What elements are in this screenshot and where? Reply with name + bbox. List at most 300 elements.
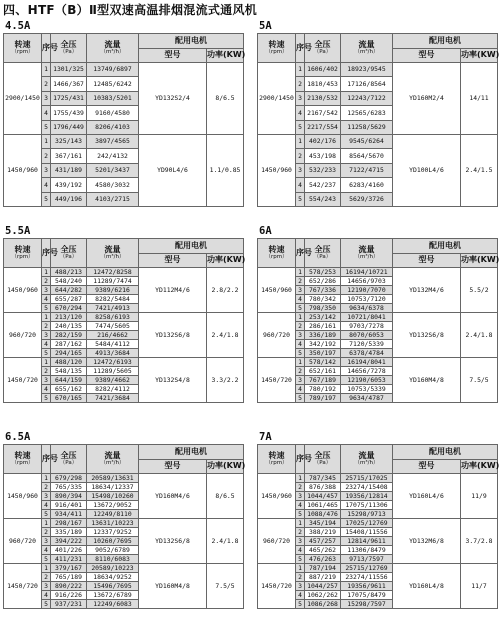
power-cell-wrap xyxy=(461,134,498,206)
row-number: 5 xyxy=(296,304,305,313)
header-no xyxy=(42,239,58,268)
header-flow-text: （m³/h） xyxy=(354,48,379,55)
header-no-text: 序号 xyxy=(42,248,58,257)
flow-cell: 5484/4112 xyxy=(87,340,139,349)
row-number: 4 xyxy=(42,178,51,192)
header-no-text: 序号 xyxy=(42,454,58,463)
pressure-cell: 1088/476 xyxy=(305,510,341,519)
row-number: 5 xyxy=(296,394,305,403)
header-model-text: 型号 xyxy=(164,50,181,60)
pressure-cell: 670/165 xyxy=(51,394,87,403)
power-cell: 3.7/2.8 xyxy=(465,536,493,545)
header-no xyxy=(296,239,312,268)
pressure-cell: 1725/431 xyxy=(51,91,87,105)
flow-cell: 12243/7122 xyxy=(341,91,393,105)
flow-cell: 19356/12814 xyxy=(341,492,393,501)
flow-cell: 8206/4103 xyxy=(87,120,139,134)
header-speed-text: 转速 xyxy=(14,450,31,460)
header-no xyxy=(296,34,312,63)
row-number: 4 xyxy=(42,385,51,394)
row-number: 2 xyxy=(42,277,51,286)
header-no xyxy=(42,34,58,63)
speed-cell-wrap xyxy=(258,63,296,135)
row-number: 3 xyxy=(296,163,305,177)
power-cell-wrap xyxy=(461,63,498,135)
header-power xyxy=(207,459,244,474)
row-number: 4 xyxy=(296,178,305,192)
speed-cell-wrap xyxy=(4,313,42,358)
header-power-text: 功率(KW) xyxy=(207,255,246,265)
speed-cell-wrap xyxy=(4,268,42,313)
row-number: 4 xyxy=(42,591,51,600)
pressure-cell: 2130/532 xyxy=(305,91,341,105)
power-cell-wrap xyxy=(461,564,498,609)
row-number: 5 xyxy=(296,120,305,134)
power-cell-wrap xyxy=(461,358,498,403)
section-6a xyxy=(257,225,498,403)
power-cell: 8/6.5 xyxy=(215,94,235,103)
pressure-cell: 431/189 xyxy=(51,163,87,177)
row-number: 1 xyxy=(42,134,51,148)
model-cell-wrap xyxy=(139,63,207,135)
flow-cell: 8110/6083 xyxy=(87,555,139,564)
header-speed-text: 转速 xyxy=(268,244,285,254)
row-number: 4 xyxy=(42,340,51,349)
pressure-cell: 488/213 xyxy=(51,268,87,277)
model-cell: YD132S6/8 xyxy=(155,330,190,339)
row-number: 4 xyxy=(296,591,305,600)
pressure-cell: 465/262 xyxy=(305,546,341,555)
header-motor-text: 配用电机 xyxy=(429,35,461,45)
model-cell-wrap xyxy=(393,474,461,519)
header-flow-text: 流量 xyxy=(358,244,375,254)
header-motor xyxy=(139,34,244,49)
section-title: 7A xyxy=(259,431,272,443)
speed-cell: 1450/720 xyxy=(261,581,292,590)
spec-table xyxy=(257,33,498,207)
flow-cell: 11289/7474 xyxy=(87,277,139,286)
row-number: 1 xyxy=(296,519,305,528)
row-number: 1 xyxy=(296,358,305,367)
pressure-cell: 411/231 xyxy=(51,555,87,564)
speed-cell-wrap xyxy=(258,474,296,519)
flow-cell: 15298/9713 xyxy=(341,510,393,519)
header-speed-text: 转速 xyxy=(268,450,285,460)
model-cell: YD132S6/8 xyxy=(409,330,444,339)
pressure-cell: 240/135 xyxy=(51,322,87,331)
pressure-cell: 439/192 xyxy=(51,178,87,192)
pressure-cell: 798/350 xyxy=(305,304,341,313)
table-row xyxy=(4,134,244,148)
pressure-cell: 670/294 xyxy=(51,304,87,313)
flow-cell: 17025/12769 xyxy=(341,519,393,528)
header-flow xyxy=(87,445,139,474)
power-cell: 11/7 xyxy=(471,581,487,590)
pressure-cell: 765/335 xyxy=(51,483,87,492)
section-title: 6A xyxy=(259,225,272,237)
model-cell-wrap xyxy=(139,313,207,358)
model-cell: YD160M4/8 xyxy=(409,375,444,384)
flow-cell: 20589/10223 xyxy=(87,564,139,573)
spec-table xyxy=(3,33,244,207)
pressure-cell: 1301/325 xyxy=(51,63,87,77)
pressure-cell: 916/401 xyxy=(51,501,87,510)
row-number: 3 xyxy=(296,331,305,340)
speed-cell-wrap xyxy=(4,564,42,609)
row-number: 1 xyxy=(296,313,305,322)
header-flow-text: （m³/h） xyxy=(100,253,125,260)
header-no xyxy=(296,445,312,474)
row-number: 3 xyxy=(42,537,51,546)
model-cell: YD100L4/6 xyxy=(409,166,444,175)
pressure-cell: 780/192 xyxy=(305,385,341,394)
header-pressure-text: （Pa） xyxy=(59,459,78,466)
flow-cell: 11258/5629 xyxy=(341,120,393,134)
pressure-cell: 336/189 xyxy=(305,331,341,340)
header-motor-text: 配用电机 xyxy=(175,446,207,456)
header-no-text: 序号 xyxy=(296,43,312,52)
table-row xyxy=(4,519,244,528)
row-number: 2 xyxy=(296,528,305,537)
row-number: 2 xyxy=(296,367,305,376)
model-cell: YD160L4/6 xyxy=(409,491,444,500)
pressure-cell: 1606/402 xyxy=(305,63,341,77)
flow-cell: 12472/6193 xyxy=(87,358,139,367)
flow-cell: 10753/5339 xyxy=(341,385,393,394)
section-5a xyxy=(257,20,498,207)
speed-cell: 1450/960 xyxy=(7,166,38,175)
header-model xyxy=(393,253,461,268)
speed-cell: 1450/960 xyxy=(261,285,292,294)
flow-cell: 10260/7695 xyxy=(87,537,139,546)
row-number: 4 xyxy=(296,385,305,394)
header-flow xyxy=(87,34,139,63)
flow-cell: 7122/4715 xyxy=(341,163,393,177)
row-number: 5 xyxy=(296,555,305,564)
header-model-text: 型号 xyxy=(418,461,435,471)
flow-cell: 12249/6083 xyxy=(87,600,139,609)
row-number: 1 xyxy=(42,474,51,483)
speed-cell: 1450/960 xyxy=(7,491,38,500)
header-speed-text: （rpm） xyxy=(265,459,288,466)
flow-cell: 4913/3684 xyxy=(87,349,139,358)
table-row xyxy=(258,268,498,277)
model-cell-wrap xyxy=(393,268,461,313)
flow-cell: 216/4662 xyxy=(87,331,139,340)
table-row xyxy=(258,358,498,367)
header-pressure-text: 全压 xyxy=(314,450,331,460)
power-cell-wrap xyxy=(461,474,498,519)
header-speed xyxy=(4,34,42,63)
power-cell-wrap xyxy=(207,519,244,564)
model-cell-wrap xyxy=(139,268,207,313)
flow-cell: 9160/4580 xyxy=(87,106,139,120)
header-power-text: 功率(KW) xyxy=(461,50,500,60)
header-pressure-text: （Pa） xyxy=(59,253,78,260)
pressure-cell: 253/142 xyxy=(305,313,341,322)
row-number: 5 xyxy=(42,555,51,564)
header-model-text: 型号 xyxy=(418,50,435,60)
row-number: 5 xyxy=(296,192,305,206)
row-number: 1 xyxy=(42,564,51,573)
pressure-cell: 780/342 xyxy=(305,295,341,304)
flow-cell: 25715/12769 xyxy=(341,564,393,573)
pressure-cell: 488/120 xyxy=(51,358,87,367)
pressure-cell: 1796/449 xyxy=(51,120,87,134)
pressure-cell: 644/282 xyxy=(51,286,87,295)
row-number: 5 xyxy=(42,510,51,519)
flow-cell: 18634/12337 xyxy=(87,483,139,492)
pressure-cell: 325/143 xyxy=(51,134,87,148)
power-cell: 1.1/0.85 xyxy=(209,166,241,175)
header-model-text: 型号 xyxy=(418,255,435,265)
pressure-cell: 644/159 xyxy=(51,376,87,385)
speed-cell-wrap xyxy=(258,268,296,313)
row-number: 1 xyxy=(296,564,305,573)
table-row xyxy=(4,268,244,277)
flow-cell: 15498/10260 xyxy=(87,492,139,501)
table-row xyxy=(4,358,244,367)
pressure-cell: 934/411 xyxy=(51,510,87,519)
pressure-cell: 457/257 xyxy=(305,537,341,546)
header-motor xyxy=(393,239,498,254)
pressure-cell: 379/167 xyxy=(51,564,87,573)
power-cell: 7.5/5 xyxy=(215,581,235,590)
row-number: 2 xyxy=(42,149,51,163)
header-speed-text: 转速 xyxy=(14,244,31,254)
power-cell: 2.4/1.8 xyxy=(211,536,239,545)
pressure-cell: 787/345 xyxy=(305,474,341,483)
row-number: 3 xyxy=(296,286,305,295)
pressure-cell: 294/165 xyxy=(51,349,87,358)
pressure-cell: 476/263 xyxy=(305,555,341,564)
row-number: 4 xyxy=(42,546,51,555)
pressure-cell: 2167/542 xyxy=(305,106,341,120)
flow-cell: 14656/7278 xyxy=(341,367,393,376)
table-row xyxy=(258,519,498,528)
flow-cell: 15298/7597 xyxy=(341,600,393,609)
model-cell: YD132M4/6 xyxy=(409,285,444,294)
power-cell-wrap xyxy=(461,268,498,313)
header-power xyxy=(461,48,498,63)
flow-cell: 15496/7695 xyxy=(87,582,139,591)
header-speed-text: （rpm） xyxy=(11,459,34,466)
header-pressure-text: 全压 xyxy=(60,39,77,49)
row-number: 3 xyxy=(296,376,305,385)
flow-cell: 23274/15408 xyxy=(341,483,393,492)
power-cell: 2.4/1.8 xyxy=(211,330,239,339)
header-flow xyxy=(87,239,139,268)
model-cell-wrap xyxy=(393,313,461,358)
row-number: 5 xyxy=(42,349,51,358)
row-number: 4 xyxy=(296,546,305,555)
power-cell-wrap xyxy=(207,358,244,403)
speed-cell: 960/720 xyxy=(9,330,36,339)
pressure-cell: 1810/453 xyxy=(305,77,341,91)
section-title: 5.5A xyxy=(5,225,31,237)
power-cell-wrap xyxy=(461,313,498,358)
flow-cell: 7421/4913 xyxy=(87,304,139,313)
header-motor-text: 配用电机 xyxy=(175,240,207,250)
model-cell-wrap xyxy=(139,474,207,519)
header-pressure-text: 全压 xyxy=(60,244,77,254)
flow-cell: 8070/6053 xyxy=(341,331,393,340)
power-cell-wrap xyxy=(207,63,244,135)
row-number: 2 xyxy=(296,573,305,582)
pressure-cell: 916/226 xyxy=(51,591,87,600)
row-number: 2 xyxy=(296,277,305,286)
speed-cell: 1450/960 xyxy=(7,285,38,294)
model-cell: YD160M2/4 xyxy=(409,94,444,103)
power-cell: 2.4/1.8 xyxy=(465,330,493,339)
power-cell: 5.5/2 xyxy=(469,285,489,294)
header-flow-text: 流量 xyxy=(104,450,121,460)
flow-cell: 19356/9611 xyxy=(341,582,393,591)
row-number: 1 xyxy=(296,134,305,148)
header-speed-text: （rpm） xyxy=(265,253,288,260)
row-number: 1 xyxy=(296,474,305,483)
section-title: 4.5A xyxy=(5,20,31,32)
header-speed-text: （rpm） xyxy=(11,48,34,55)
section-5-5a xyxy=(3,225,244,403)
row-number: 2 xyxy=(296,322,305,331)
model-cell: YD160L4/8 xyxy=(409,581,444,590)
row-number: 3 xyxy=(42,331,51,340)
header-motor xyxy=(139,239,244,254)
header-power-text: 功率(KW) xyxy=(207,461,246,471)
row-number: 2 xyxy=(42,322,51,331)
pressure-cell: 282/159 xyxy=(51,331,87,340)
pressure-cell: 335/189 xyxy=(51,528,87,537)
section-4-5a xyxy=(3,20,244,207)
flow-cell: 17075/11306 xyxy=(341,501,393,510)
power-cell: 8/6.5 xyxy=(215,491,235,500)
row-number: 5 xyxy=(42,120,51,134)
row-number: 1 xyxy=(42,313,51,322)
row-number: 3 xyxy=(42,492,51,501)
header-model xyxy=(139,253,207,268)
flow-cell: 3897/4565 xyxy=(87,134,139,148)
row-number: 5 xyxy=(296,349,305,358)
header-model-text: 型号 xyxy=(164,255,181,265)
header-power xyxy=(207,253,244,268)
row-number: 3 xyxy=(42,91,51,105)
speed-cell: 960/720 xyxy=(263,330,290,339)
model-cell-wrap xyxy=(139,358,207,403)
model-cell-wrap xyxy=(139,134,207,206)
header-flow-text: 流量 xyxy=(358,450,375,460)
speed-cell: 1450/720 xyxy=(7,375,38,384)
header-flow-text: （m³/h） xyxy=(100,459,125,466)
row-number: 5 xyxy=(296,600,305,609)
pressure-cell: 342/192 xyxy=(305,340,341,349)
row-number: 1 xyxy=(42,358,51,367)
model-cell: YD112M4/6 xyxy=(155,285,190,294)
model-cell: YD160M4/8 xyxy=(155,581,190,590)
pressure-cell: 652/286 xyxy=(305,277,341,286)
pressure-cell: 890/222 xyxy=(51,582,87,591)
model-cell-wrap xyxy=(139,519,207,564)
row-number: 4 xyxy=(296,340,305,349)
pressure-cell: 890/394 xyxy=(51,492,87,501)
header-pressure-text: 全压 xyxy=(314,39,331,49)
row-number: 4 xyxy=(42,295,51,304)
section-7a xyxy=(257,431,498,609)
pressure-cell: 350/197 xyxy=(305,349,341,358)
model-cell-wrap xyxy=(393,564,461,609)
flow-cell: 13672/9052 xyxy=(87,501,139,510)
flow-cell: 13631/10223 xyxy=(87,519,139,528)
pressure-cell: 578/253 xyxy=(305,268,341,277)
power-cell: 2.8/2.2 xyxy=(211,285,239,294)
flow-cell: 9389/6216 xyxy=(87,286,139,295)
speed-cell-wrap xyxy=(258,358,296,403)
speed-cell-wrap xyxy=(4,134,42,206)
pressure-cell: 287/162 xyxy=(51,340,87,349)
pressure-cell: 548/240 xyxy=(51,277,87,286)
header-motor-text: 配用电机 xyxy=(175,35,207,45)
spec-table xyxy=(257,238,498,403)
header-speed xyxy=(4,445,42,474)
power-cell: 11/9 xyxy=(471,491,487,500)
header-motor xyxy=(139,445,244,460)
row-number: 2 xyxy=(296,77,305,91)
header-model xyxy=(393,459,461,474)
header-power-text: 功率(KW) xyxy=(207,50,246,60)
flow-cell: 12565/6283 xyxy=(341,106,393,120)
speed-cell-wrap xyxy=(258,519,296,564)
table-row xyxy=(4,564,244,573)
speed-cell: 1450/960 xyxy=(261,491,292,500)
power-cell: 7.5/5 xyxy=(469,375,489,384)
section-6-5a xyxy=(3,431,244,609)
header-power xyxy=(207,48,244,63)
pressure-cell: 1061/465 xyxy=(305,501,341,510)
header-motor xyxy=(393,445,498,460)
flow-cell: 12337/9252 xyxy=(87,528,139,537)
model-cell-wrap xyxy=(393,519,461,564)
flow-cell: 18634/9252 xyxy=(87,573,139,582)
power-cell: 2.4/1.5 xyxy=(465,166,493,175)
pressure-cell: 345/194 xyxy=(305,519,341,528)
row-number: 2 xyxy=(296,483,305,492)
header-model xyxy=(139,48,207,63)
pressure-cell: 652/161 xyxy=(305,367,341,376)
flow-cell: 15408/11556 xyxy=(341,528,393,537)
flow-cell: 8282/4112 xyxy=(87,385,139,394)
flow-cell: 18923/9545 xyxy=(341,63,393,77)
flow-cell: 13672/6789 xyxy=(87,591,139,600)
flow-cell: 20589/13631 xyxy=(87,474,139,483)
model-cell: YD132S4/8 xyxy=(155,375,190,384)
flow-cell: 16194/10721 xyxy=(341,268,393,277)
header-flow-text: 流量 xyxy=(104,39,121,49)
speed-cell-wrap xyxy=(258,134,296,206)
row-number: 5 xyxy=(42,192,51,206)
power-cell-wrap xyxy=(461,519,498,564)
pressure-cell: 286/161 xyxy=(305,322,341,331)
table-row xyxy=(258,134,498,148)
row-number: 1 xyxy=(42,63,51,77)
header-pressure-text: （Pa） xyxy=(313,459,332,466)
pressure-cell: 1466/367 xyxy=(51,77,87,91)
pressure-cell: 767/336 xyxy=(305,286,341,295)
header-pressure-text: （Pa） xyxy=(313,48,332,55)
row-number: 3 xyxy=(296,492,305,501)
power-cell-wrap xyxy=(207,474,244,519)
flow-cell: 25715/17025 xyxy=(341,474,393,483)
table-row xyxy=(4,474,244,483)
